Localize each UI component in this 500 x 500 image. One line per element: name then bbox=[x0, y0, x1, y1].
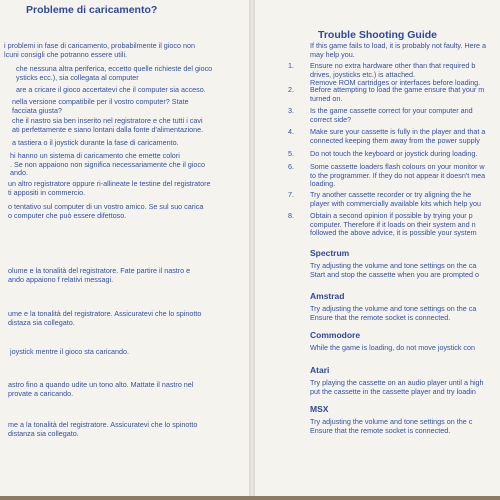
item-text bbox=[310, 191, 481, 208]
system-instructions bbox=[310, 418, 472, 435]
english-instruction-page bbox=[255, 0, 500, 496]
item-number: 5. bbox=[288, 149, 294, 158]
item-number: 1. bbox=[288, 61, 294, 70]
italian-paragraph bbox=[8, 180, 211, 197]
italian-line: ando appaiono f relativi messagi. bbox=[8, 274, 114, 284]
italian-line: facciata giusta? bbox=[12, 105, 62, 115]
item-line: Is the game cassette correct for your computer and bbox=[310, 106, 473, 115]
item-line: player with commercially available kits which help you bbox=[310, 198, 481, 208]
italian-paragraph bbox=[10, 152, 205, 178]
intro-paragraph bbox=[310, 42, 486, 59]
italian-line: lcuni consigli che potranno essere utili. bbox=[4, 49, 128, 59]
item-line: turned on. bbox=[310, 93, 343, 103]
system-line: Try adjusting the volume and tone settings on the c bbox=[310, 417, 473, 426]
item-line: Ensure no extra hardware other than that required b bbox=[310, 61, 476, 70]
item-text bbox=[310, 150, 477, 159]
italian-line: ti appositi in commercio. bbox=[8, 187, 86, 197]
item-line: computer. Therefore if it loads on their system and n bbox=[310, 219, 476, 229]
italian-line: astro fino a quando udite un tono alto. Mattate il nastro nel bbox=[8, 380, 194, 389]
item-number: 7. bbox=[288, 190, 294, 199]
italian-line: ume e la tonalità del registratore. Assicuratevi che lo spinotto bbox=[8, 309, 202, 318]
intro-line: If this game fails to load, it is probably not faulty. Here a bbox=[310, 41, 487, 50]
system-instructions bbox=[310, 305, 476, 322]
italian-system-paragraph bbox=[8, 421, 197, 438]
item-line: loading. bbox=[310, 179, 336, 189]
system-instructions bbox=[310, 379, 484, 396]
italian-system-paragraph bbox=[8, 267, 190, 284]
item-line: Obtain a second opinion if possible by trying your p bbox=[310, 211, 473, 220]
intro-line: may help you. bbox=[310, 49, 355, 59]
item-line: drives, joysticks etc.) is attached. bbox=[310, 69, 416, 79]
italian-paragraph bbox=[12, 98, 189, 115]
item-line: Some cassette loaders flash colours on your monitor w bbox=[310, 162, 485, 171]
italian-paragraph bbox=[16, 86, 206, 95]
item-text bbox=[310, 212, 477, 238]
italian-line: provate a caricando. bbox=[8, 388, 74, 398]
item-line: Do not touch the keyboard or joystick during loading. bbox=[310, 149, 478, 158]
item-line: Try another cassette recorder or try aligning the he bbox=[310, 190, 472, 199]
italian-system-paragraph bbox=[10, 348, 129, 357]
item-number: 8. bbox=[288, 211, 294, 220]
system-line: Try playing the cassette on an audio player until a high bbox=[310, 378, 484, 387]
italian-paragraph bbox=[12, 117, 203, 134]
item-line: connected keeping them away from the power supply bbox=[310, 135, 480, 145]
system-line: Ensure that the remote socket is connected. bbox=[310, 425, 451, 435]
system-instructions bbox=[310, 344, 475, 353]
italian-line: a tastiera o il joystick durante la fase di caricamento. bbox=[12, 138, 179, 147]
item-number: 3. bbox=[288, 106, 294, 115]
italian-line: olume e la tonalità del registratore. Fate partire il nastro e bbox=[8, 266, 191, 275]
italian-line: o computer che può essere difettoso. bbox=[8, 210, 127, 220]
italian-line: are a cricare il gioco accertatevi che il computer sia acceso. bbox=[16, 85, 206, 94]
italian-line: me a la tonalità del registratore. Assicuratevi che lo spinotto bbox=[8, 420, 198, 429]
italian-paragraph bbox=[4, 42, 195, 59]
italian-line: che nessuna altra periferica, eccetto quelle richieste del gioco bbox=[16, 64, 213, 73]
system-instructions bbox=[310, 262, 479, 279]
system-line: Ensure that the remote socket is connected. bbox=[310, 312, 451, 322]
system-heading: Commodore bbox=[310, 330, 361, 340]
english-page-title: Trouble Shooting Guide bbox=[318, 29, 437, 41]
item-text bbox=[310, 163, 485, 189]
italian-line: joystick mentre il gioco sta caricando. bbox=[10, 347, 130, 356]
system-heading: Atari bbox=[310, 365, 330, 375]
item-line: Before attempting to load the game ensure that your m bbox=[310, 85, 485, 94]
item-line: Make sure your cassette is fully in the player and that a bbox=[310, 127, 486, 136]
item-number: 2. bbox=[288, 85, 294, 94]
item-number: 4. bbox=[288, 127, 294, 136]
item-text bbox=[310, 128, 485, 145]
italian-line: i problemi in fase di caricamento, probabilmente il gioco non bbox=[4, 41, 195, 50]
item-text bbox=[310, 86, 484, 103]
italian-line: nella versione compatibile per il vostro computer? State bbox=[12, 97, 189, 106]
italian-line: ando. bbox=[10, 168, 28, 178]
italian-paragraph bbox=[8, 203, 203, 220]
italian-line: hi hanno un sistema di caricamento che emette colori bbox=[10, 151, 180, 160]
italian-page-title: Probleme di caricamento? bbox=[26, 4, 158, 16]
italian-system-paragraph bbox=[8, 310, 201, 327]
italian-line: ysticks ecc.), sia collegata al computer bbox=[16, 72, 139, 82]
italian-paragraph bbox=[16, 65, 212, 82]
system-line: put the cassette in the cassette player and try loadin bbox=[310, 386, 476, 396]
system-line: While the game is loading, do not move joystick con bbox=[310, 343, 475, 352]
italian-system-paragraph bbox=[8, 381, 193, 398]
system-heading: Amstrad bbox=[310, 291, 345, 301]
item-line: correct side? bbox=[310, 114, 352, 124]
italian-instruction-page bbox=[0, 0, 250, 496]
italian-line: distaza sia collegato. bbox=[8, 317, 75, 327]
system-heading: Spectrum bbox=[310, 248, 350, 258]
item-text bbox=[310, 107, 473, 124]
item-text bbox=[310, 62, 480, 88]
system-heading: MSX bbox=[310, 404, 329, 414]
item-number: 6. bbox=[288, 162, 294, 171]
italian-line: un altro registratore oppure ri-allineate le testine del registratore bbox=[8, 179, 211, 188]
item-line: to the programmer. If they do not appear it doesn't mea bbox=[310, 170, 486, 180]
italian-line: o tentativo sul computer di un vostro amico. Se sul suo carica bbox=[8, 202, 204, 211]
italian-paragraph bbox=[12, 139, 179, 148]
italian-line: ati perfettamente e siano lontani dalla fonte d'alimentazione. bbox=[12, 124, 204, 134]
system-line: Try adjusting the volume and tone settings on the ca bbox=[310, 261, 477, 270]
system-line: Try adjusting the volume and tone settings on the ca bbox=[310, 304, 477, 313]
italian-line: che il nastro sia ben inserito nel registratore e che tutti i cavi bbox=[12, 116, 203, 125]
system-line: Start and stop the cassette when you are prompted o bbox=[310, 269, 480, 279]
italian-line: distanza sia collegato. bbox=[8, 428, 79, 438]
item-line: followed the above advice, it is possible your system bbox=[310, 228, 477, 238]
italian-line: . Se non appaiono non significa necessariamente che il gioco bbox=[10, 159, 205, 169]
item-line: Remove ROM cartridges or interfaces before loading. bbox=[310, 78, 481, 88]
